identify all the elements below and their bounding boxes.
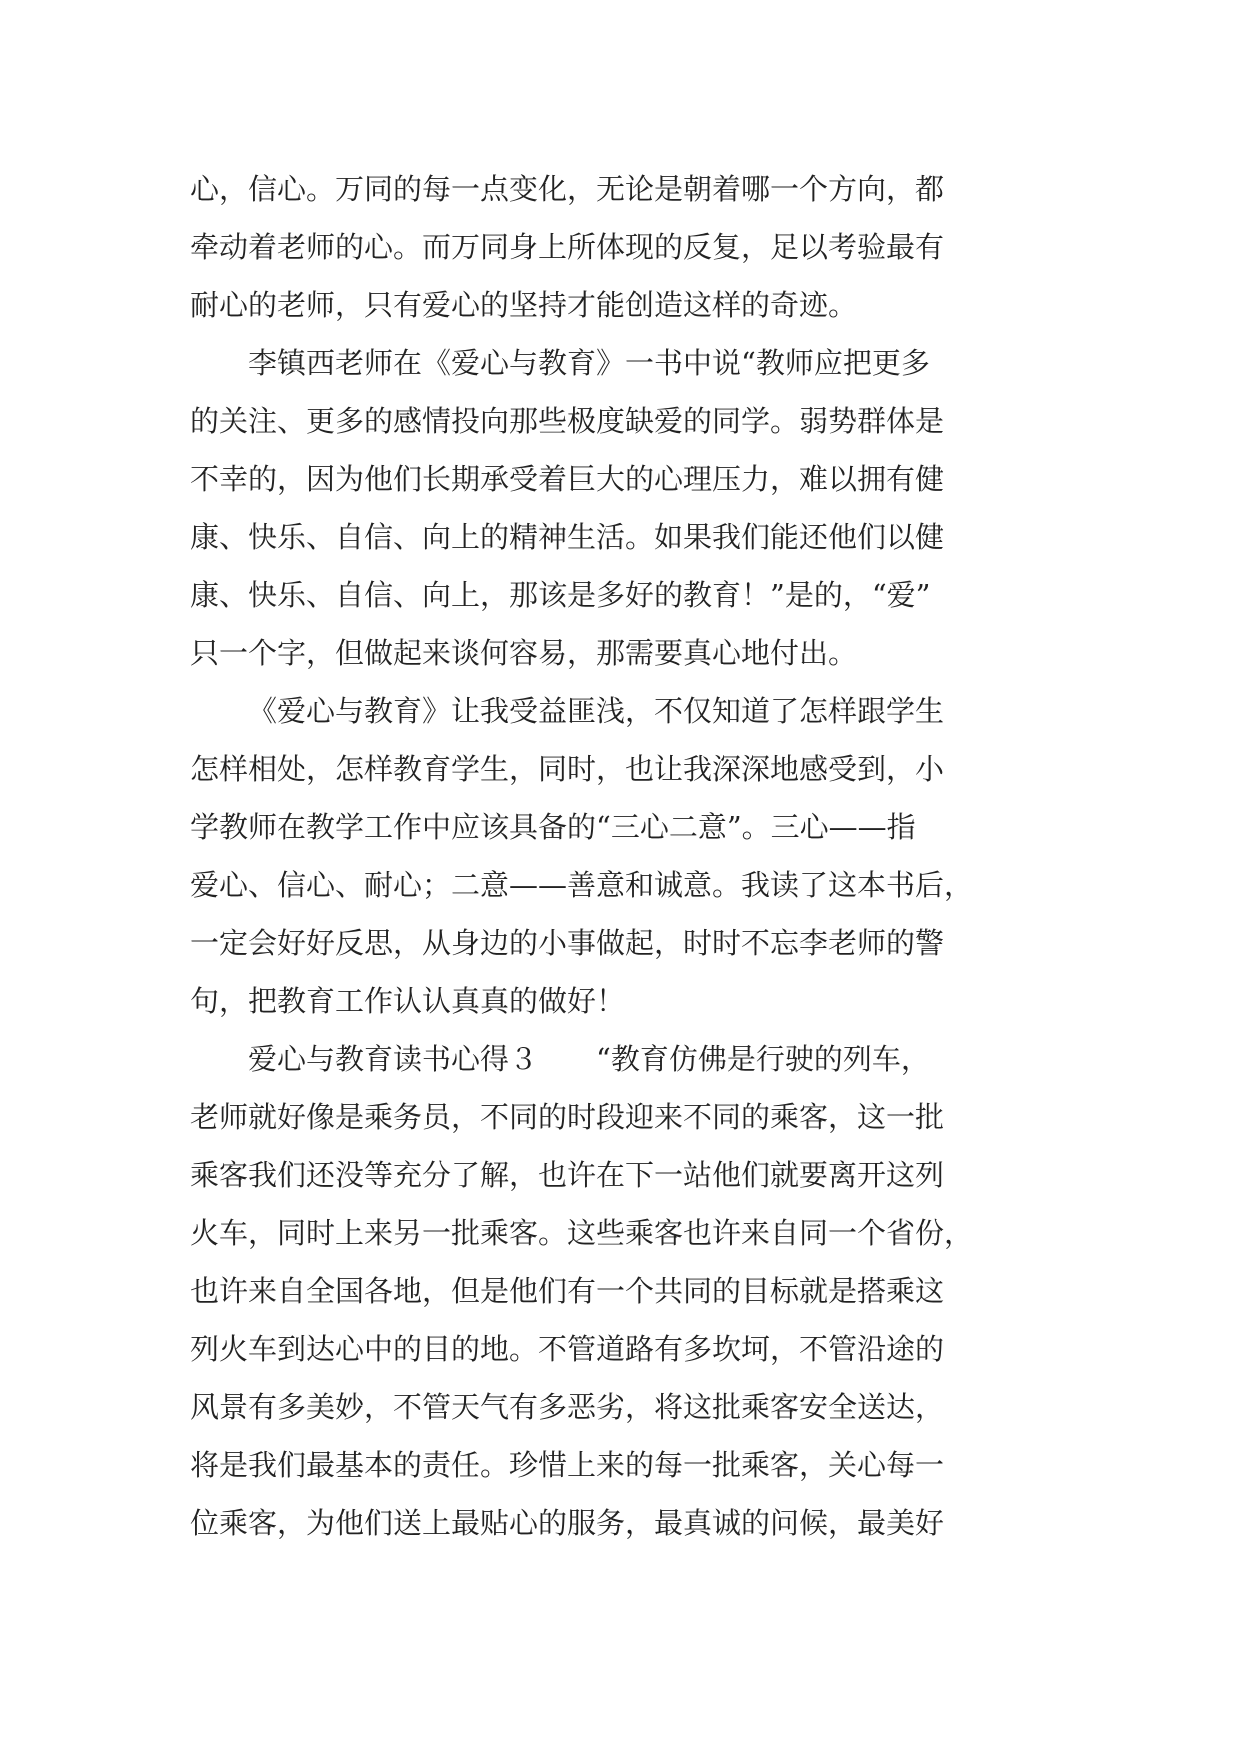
paragraph-start-line: 《爱心与教育》让我受益匪浅，不仅知道了怎样跟学生 <box>248 694 945 728</box>
text-line: 列火车到达心中的目的地。不管道路有多坎坷，不管沿途的 <box>190 1332 945 1366</box>
text-line: 爱心、信心、耐心；二意——善意和诚意。我读了这本书后， <box>190 868 974 902</box>
text-line: 将是我们最基本的责任。珍惜上来的每一批乘客，关心每一 <box>190 1448 945 1482</box>
text-line: 康、快乐、自信、向上的精神生活。如果我们能还他们以健 <box>190 520 945 554</box>
text-line: 康、快乐、自信、向上，那该是多好的教育！”是的，“爱” <box>190 578 931 612</box>
text-line: 乘客我们还没等充分了解，也许在下一站他们就要离开这列 <box>190 1158 945 1192</box>
text-line: 位乘客，为他们送上最贴心的服务，最真诚的问候，最美好 <box>190 1506 945 1540</box>
text-line: 的关注、更多的感情投向那些极度缺爱的同学。弱势群体是 <box>190 404 945 438</box>
body-text <box>190 160 1050 1552</box>
text-line: 一定会好好反思，从身边的小事做起，时时不忘李老师的警 <box>190 926 945 960</box>
text-line: 心，信心。万同的每一点变化，无论是朝着哪一个方向，都 <box>190 172 945 206</box>
text-line: 火车，同时上来另一批乘客。这些乘客也许来自同一个省份， <box>190 1216 974 1250</box>
text-line: 句，把教育工作认认真真的做好！ <box>190 984 626 1018</box>
text-line: 耐心的老师，只有爱心的坚持才能创造这样的奇迹。 <box>190 288 858 322</box>
text-line: 不幸的，因为他们长期承受着巨大的心理压力，难以拥有健 <box>190 462 945 496</box>
text-line: 只一个字，但做起来谈何容易，那需要真心地付出。 <box>190 636 858 670</box>
text-line: 也许来自全国各地，但是他们有一个共同的目标就是搭乘这 <box>190 1274 945 1308</box>
text-line: 怎样相处，怎样教育学生，同时，也让我深深地感受到，小 <box>190 752 945 786</box>
text-line: 老师就好像是乘务员，不同的时段迎来不同的乘客，这一批 <box>190 1100 945 1134</box>
section-heading-line: 爱心与教育读书心得３ “教育仿佛是行驶的列车， <box>248 1042 930 1076</box>
text-line: 学教师在教学工作中应该具备的“三心二意”。三心——指 <box>190 810 916 844</box>
text-line: 风景有多美妙，不管天气有多恶劣，将这批乘客安全送达， <box>190 1390 945 1424</box>
text-line: 牵动着老师的心。而万同身上所体现的反复，足以考验最有 <box>190 230 945 264</box>
paragraph-start-line: 李镇西老师在《爱心与教育》一书中说“教师应把更多 <box>248 346 930 380</box>
